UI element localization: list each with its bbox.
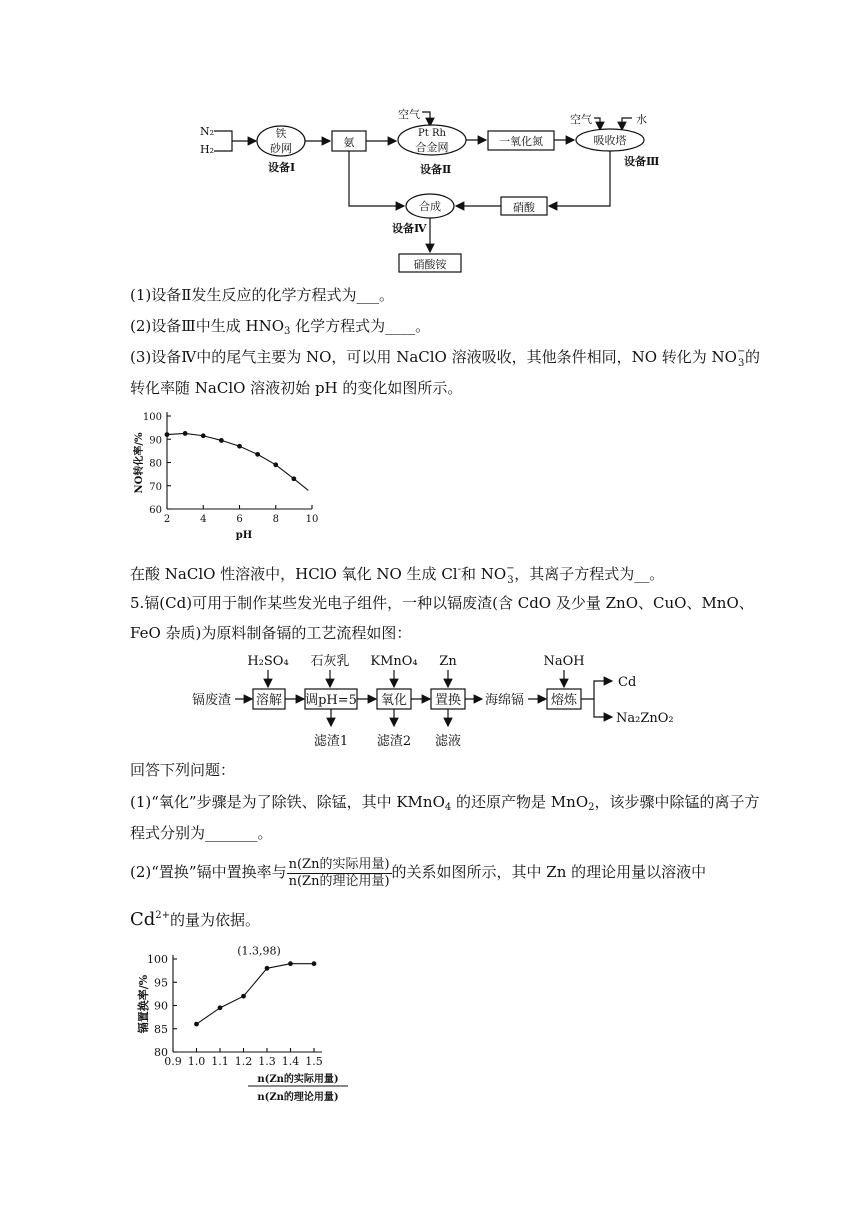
water-label: 水 [636,113,647,126]
na2zno2-label: Na₂ZnO₂ [616,711,674,726]
ratio-numerator: n(Zn的实际用量) [288,856,390,872]
data-point [165,432,170,437]
y-tick-label: 80 [149,458,162,470]
sub-question-1-line-2: 程式分别为_______。 [130,824,273,842]
data-point [265,966,270,971]
x-tick-label: 1.2 [234,1055,253,1068]
nitric-label: 硝酸 [513,201,535,214]
arrow-air2 [594,118,600,130]
q3-no3-script [736,346,746,369]
x-axis-title-numerator: n(Zn的实际用量) [257,1074,339,1085]
q3l3-text-a: 在酸 NaClO 性溶液中，HClO 氧化 NO 生成 Cl [130,565,458,583]
res1-label: 滤渣1 [313,734,349,749]
h2-label: H₂ [200,143,215,156]
ratio-denominator: n(Zn的理论用量) [288,873,390,889]
oxidize-label: 氧化 [380,693,408,708]
filtrate-label: 滤液 [434,734,462,749]
no-label: 一氧化氮 [499,135,543,148]
cd-replacement-chart [128,944,358,1106]
absorber-label: 吸收塔 [593,134,627,147]
q3l3-sup-cl: - [457,564,461,575]
y-tick-label: 100 [147,953,168,966]
cd-charge: 2+ [155,910,171,921]
air1-label: 空气 [398,108,420,121]
x-tick-label: 2 [163,514,171,525]
sponge-label: 海绵镉 [485,693,525,708]
arrow-absorber-to-nitric [549,151,610,206]
data-point [194,1022,199,1027]
zn-label: Zn [439,654,457,669]
device1-label: 设备Ⅰ [268,161,296,174]
product-label: 硝酸铵 [413,258,447,271]
question-1: (1)设备Ⅱ发生反应的化学方程式为___。 [130,286,394,304]
y-tick-label: 70 [149,481,162,493]
x-tick-label: 1.4 [281,1055,300,1068]
arrow-to-cd [581,681,612,699]
h2so4-label: H₂SO₄ [247,654,289,669]
data-point [288,961,293,966]
lime-label: 石灰乳 [310,654,350,669]
q3-text-b: 的 [744,348,760,366]
s1-text-a: (1)“氧化”步骤是为了除铁、除锰，其中 KMnO [130,793,445,811]
s1-sub-a: 4 [444,802,452,813]
iron-mesh-label-1: 铁 [275,127,287,140]
res2-label: 滤渣2 [376,734,412,749]
q3l3-no3-script [506,563,515,586]
x-tick-label: 1.0 [187,1055,206,1068]
sub-question-1-line-1 [130,792,760,818]
iron-mesh-label-2: 砂网 [270,142,292,155]
series-line [167,433,308,490]
sub-question-2-line-2 [130,906,260,930]
q3l3-text-b: 和 NO [461,565,507,583]
cd-label: Cd [618,675,637,690]
naoh-label: NaOH [543,654,585,669]
air2-label: 空气 [570,113,592,126]
s1-text-b: 的还原产物是 MnO [451,793,589,811]
q3-sub: 3 [737,358,745,369]
y-tick-label: 80 [154,1046,168,1059]
ammonia-label: 氨 [343,136,355,149]
ptrh-label-2: 合金网 [415,141,449,154]
chart2-series [194,961,316,1026]
arrow-air1 [422,112,430,126]
feed-label: 镉废渣 [192,693,232,708]
device4-label: 设备Ⅳ [392,222,427,235]
x-axis-title-denominator: n(Zn的理论用量) [257,1092,339,1103]
data-point [201,433,206,438]
question-5-line-2: FeO 杂质)为原料制备镉的工艺流程如图： [130,624,412,642]
q3-text-a: (3)设备Ⅳ中的尾气主要为 NO，可以用 NaClO 溶液吸收，其他条件相同，NO 转化为 NO [130,348,737,366]
data-point [183,431,188,436]
no-conversion-chart [125,408,335,548]
data-point [312,961,317,966]
y-tick-label: 90 [149,435,162,447]
y-tick-label: 90 [154,999,168,1013]
ammonia-process-diagram [0,0,860,280]
s1-text-c: ，该步骤中除锰的离子方 [594,793,760,811]
dissolve-label: 溶解 [255,693,283,708]
cadmium-process-diagram [180,648,700,753]
x-tick-label: 0.9 [164,1055,182,1068]
ph-label: 调pH=5 [305,693,357,708]
x-tick-label: 10 [305,514,319,525]
s2-text-c: 的量为依据。 [170,911,261,929]
x-tick-label: 1.3 [258,1055,276,1068]
data-point [255,452,260,457]
y-tick-label: 100 [142,412,162,423]
x-tick-label: 1.1 [211,1055,229,1068]
series-line [197,964,315,1024]
x-tick-label: 8 [272,514,279,525]
question-2 [130,316,430,342]
sub-question-2-line-1 [130,853,706,891]
feed-bracket [214,131,232,151]
chart1-series [165,431,309,490]
data-point [219,438,224,443]
y-tick-label: 85 [154,1022,168,1036]
arrow-to-na2zno2 [594,699,612,717]
arrow-ammonia-to-synth [349,151,404,206]
x-axis-title: pH [235,530,253,541]
x-tick-label: 6 [236,514,243,525]
y-tick-label: 95 [154,976,168,990]
q2-text-b: 化学方程式为____。 [290,317,431,335]
arrow-water [622,118,632,130]
smelt-label: 熔炼 [550,693,578,708]
device2-label: 设备Ⅱ [420,163,452,176]
x-tick-label: 4 [200,514,207,525]
q2-sub: 3 [284,326,291,337]
n2-label: N₂ [200,125,215,138]
chart2-axes [136,944,348,1103]
data-point [218,1005,223,1010]
s1-sub-b: 2 [588,802,595,813]
q2-text-a: (2)设备Ⅲ中生成 HNO [130,317,284,335]
s2-text-a: (2)“置换”镉中置换率与 [130,863,287,881]
question-3-line-3 [130,560,664,584]
data-point [237,444,242,449]
synth-label: 合成 [419,200,441,213]
data-point [273,462,278,467]
kmno4-label: KMnO₄ [370,654,418,669]
s2-text-b: 的关系如图所示，其中 Zn 的理论用量以溶液中 [391,863,707,881]
device3-label: 设备Ⅲ [624,155,660,168]
answer-heading: 回答下列问题： [130,761,236,779]
question-5-line-1: 5.镉(Cd)可用于制作某些发光电子组件，一种以镉废渣(含 CdO 及少量 ZnO、CuO、MnO、 [130,594,754,612]
y-axis-title: NO转化率/% [134,432,145,494]
ptrh-label-1: Pt Rh [418,128,446,139]
y-axis-title: 镉置换率/% [137,974,150,1034]
q3l3-text-c: ，其离子方程式为__。 [514,565,665,583]
x-tick-label: 1.5 [305,1055,323,1068]
cd-ion: Cd [130,909,156,930]
data-point [241,994,246,999]
question-3-line-2: 转化率随 NaClO 溶液初始 pH 的变化如图所示。 [130,379,463,397]
q3l3-sup: − [506,563,515,574]
q3l3-sub: 3 [507,575,514,586]
question-3-line-1 [130,347,760,367]
point-annotation: (1.3,98) [237,944,281,958]
data-point [291,476,296,481]
y-tick-label: 60 [149,505,162,516]
replace-label: 置换 [434,693,462,708]
ratio-fraction [287,857,392,890]
q3-sup: − [736,346,746,357]
